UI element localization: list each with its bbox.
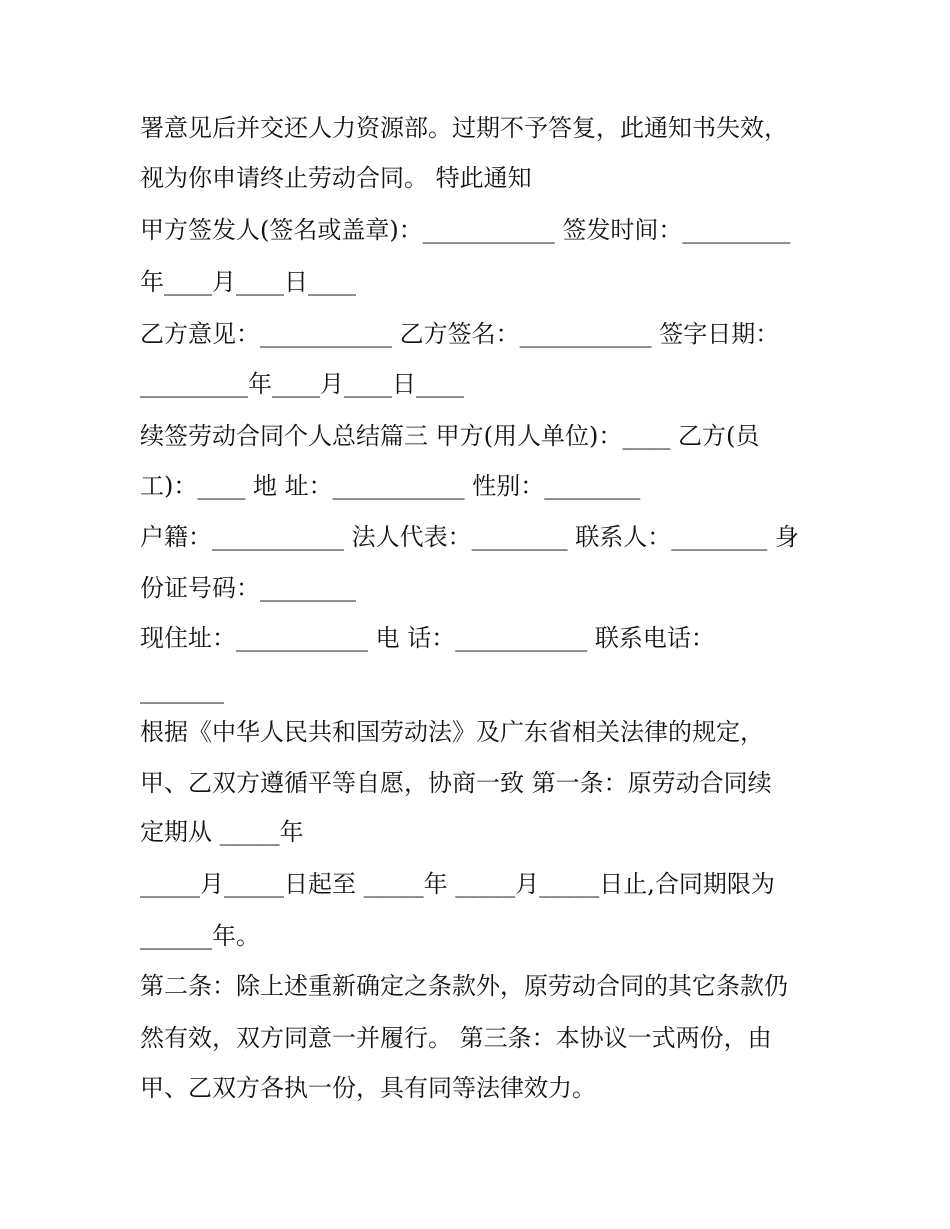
text-line: 视为你申请终止劳动合同。 特此通知 (140, 164, 532, 192)
text-line: 年____月____日____ (140, 268, 356, 296)
text-line: 然有效，双方同意一并履行。 第三条：本协议一式两份，由 (140, 1024, 772, 1052)
text-line: 甲、乙双方各执一份，具有同等法律效力。 (140, 1074, 596, 1102)
text-line: 份证号码：________ (140, 574, 356, 602)
text-line: 根据《中华人民共和国劳动法》及广东省相关法律的规定， (140, 718, 764, 746)
text-line: 甲、乙双方遵循平等自愿，协商一致 第一条：原劳动合同续 (140, 769, 772, 797)
text-line: ______年。 (140, 922, 260, 950)
text-line: 续签劳动合同个人总结篇三 甲方(用人单位)：____ 乙方(员 (140, 422, 760, 450)
text-line: 第二条：除上述重新确定之条款外，原劳动合同的其它条款仍 (140, 972, 788, 1000)
text-line: 定期从 _____年 (140, 818, 304, 846)
text-line: 署意见后并交还人力资源部。过期不予答复，此通知书失效， (140, 114, 788, 142)
text-line: 甲方签发人(签名或盖章)：___________ 签发时间：_________ (140, 216, 791, 244)
text-line: 工)：____ 地 址：___________ 性别：________ (140, 472, 641, 500)
text-line: 现住址：___________ 电 话：___________ 联系电话： (140, 624, 715, 652)
text-line: 户籍：___________ 法人代表：________ 联系人：________ 身 (140, 523, 799, 551)
text-line: _________年____月____日____ (140, 370, 464, 398)
text-line: _____月_____日起至 _____年 _____月_____日止,合同期限为 (140, 870, 775, 898)
text-line: 乙方意见：___________ 乙方签名：___________ 签字日期： (140, 320, 780, 348)
text-line: _______ (140, 676, 224, 704)
